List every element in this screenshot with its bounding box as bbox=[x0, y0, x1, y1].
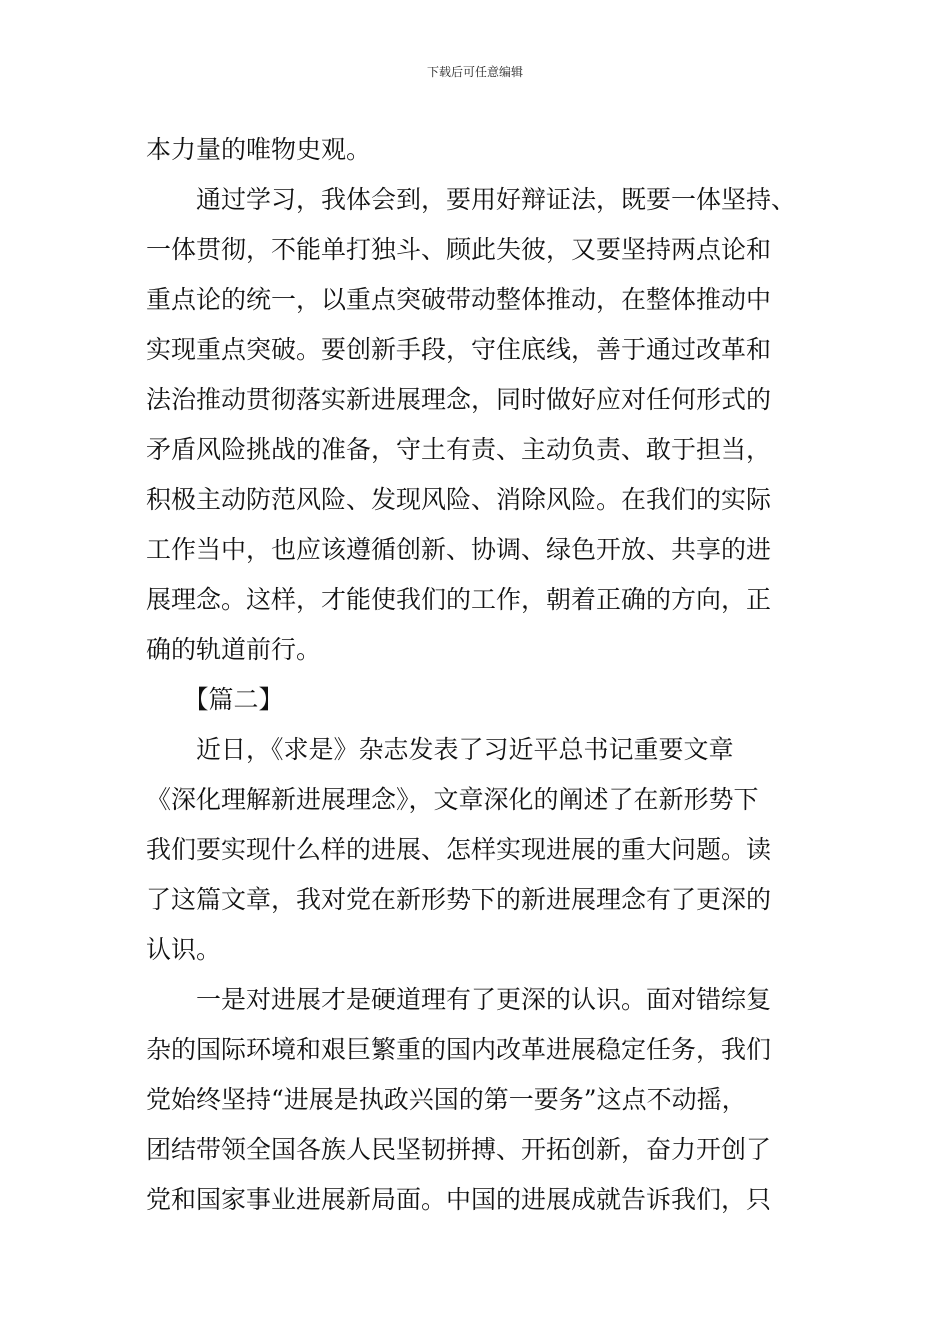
text-line: 工作当中，也应该遵循创新、协调、绿色开放、共享的进 bbox=[146, 535, 772, 564]
text-line: 本力量的唯物史观。 bbox=[146, 135, 372, 164]
text-line: 一是对进展才是硬道理有了更深的认识。面对错综复 bbox=[146, 985, 772, 1014]
text-line: 《深化理解新进展理念》，文章深化的阐述了在新形势下 bbox=[146, 785, 759, 814]
page-header: 下载后可任意编辑 bbox=[426, 65, 523, 79]
text-line: 确的轨道前行。 bbox=[146, 635, 322, 664]
text-line: 团结带领全国各族人民坚韧拼搏、开拓创新，奋力开创了 bbox=[146, 1135, 772, 1164]
text-line: 认识。 bbox=[146, 935, 222, 964]
text-line: 积极主动防范风险、发现风险、消除风险。在我们的实际 bbox=[146, 485, 772, 514]
text-line: 我们要实现什么样的进展、怎样实现进展的重大问题。读 bbox=[146, 835, 772, 864]
text-line: 杂的国际环境和艰巨繁重的国内改革进展稳定任务，我们 bbox=[146, 1035, 772, 1064]
text-line: 党和国家事业进展新局面。中国的进展成就告诉我们，只 bbox=[146, 1185, 772, 1214]
text-line: 实现重点突破。要创新手段，守住底线，善于通过改革和 bbox=[146, 335, 772, 364]
text-line: 重点论的统一，以重点突破带动整体推动，在整体推动中 bbox=[146, 285, 772, 314]
text-line: 一体贯彻，不能单打独斗、顾此失彼，又要坚持两点论和 bbox=[146, 235, 772, 264]
text-line: 法治推动贯彻落实新进展理念，同时做好应对任何形式的 bbox=[146, 385, 772, 414]
text-line: 矛盾风险挑战的准备，守土有责、主动负责、敢于担当， bbox=[146, 435, 772, 464]
text-line: 通过学习，我体会到，要用好辩证法，既要一体坚持、 bbox=[146, 185, 797, 214]
text-line: 近日，《求是》杂志发表了习近平总书记重要文章 bbox=[146, 735, 734, 764]
text-line: 了这篇文章，我对党在新形势下的新进展理念有了更深的 bbox=[146, 885, 772, 914]
text-line: 【篇二】 bbox=[146, 685, 284, 714]
text-line: 党始终坚持“进展是执政兴国的第一要务”这点不动摇， bbox=[146, 1085, 747, 1114]
text-line: 展理念。这样，才能使我们的工作，朝着正确的方向，正 bbox=[146, 585, 772, 614]
